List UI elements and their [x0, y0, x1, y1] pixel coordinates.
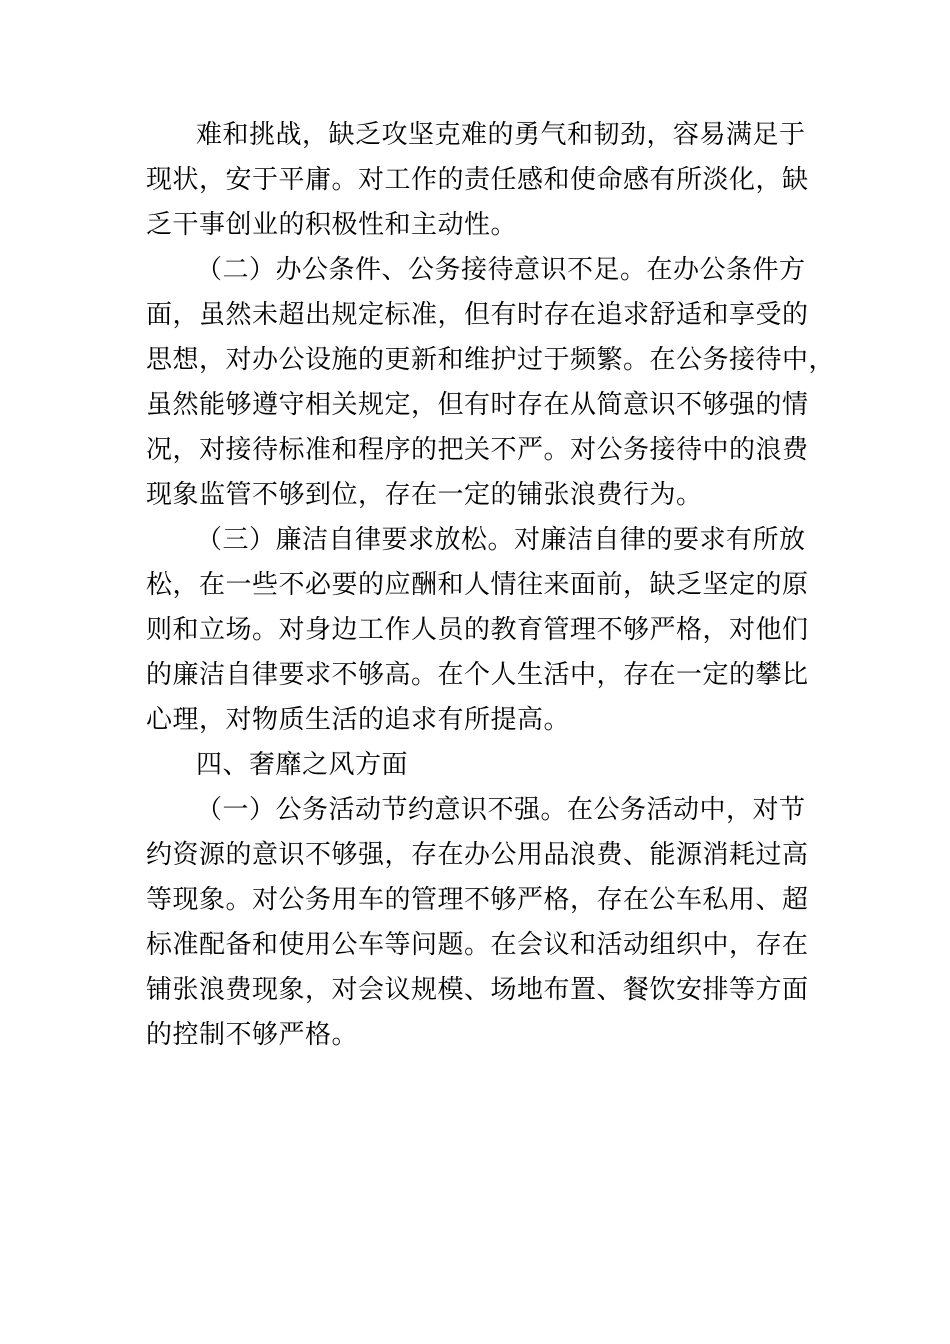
text-line: 虽然能够遵守相关规定，但有时存在从简意识不够强的情 [146, 390, 809, 420]
section-heading-2: （二）办公条件、公务接待意识不足。在办公条件方 [196, 255, 806, 285]
text-line: 心理，对物质生活的追求有所提高。 [146, 705, 571, 735]
text-line: 的控制不够严格。 [146, 1020, 359, 1050]
section-heading-1: （一）公务活动节约意识不强。在公务活动中，对节 [196, 795, 806, 825]
text-line: 况，对接待标准和程序的把关不严。对公务接待中的浪费 [146, 435, 809, 465]
text-line: 思想，对办公设施的更新和维护过于频繁。在公务接待中， [146, 345, 836, 375]
text-line: 松，在一些不必要的应酬和人情往来面前，缺乏坚定的原 [146, 570, 809, 600]
text-line: 面，虽然未超出规定标准，但有时存在追求舒适和享受的 [146, 300, 809, 330]
text-line: 等现象。对公务用车的管理不够严格，存在公车私用、超 [146, 885, 809, 915]
text-line: 的廉洁自律要求不够高。在个人生活中，存在一定的攀比 [146, 660, 809, 690]
chapter-heading-4: 四、奢靡之风方面 [196, 750, 409, 780]
text-line: 难和挑战，缺乏攻坚克难的勇气和韧劲，容易满足于 [196, 120, 806, 150]
text-line: 标准配备和使用公车等问题。在会议和活动组织中，存在 [146, 930, 809, 960]
text-line: 铺张浪费现象，对会议规模、场地布置、餐饮安排等方面 [146, 975, 809, 1005]
text-line: 约资源的意识不够强，存在办公用品浪费、能源消耗过高 [146, 840, 809, 870]
text-line: 现状，安于平庸。对工作的责任感和使命感有所淡化，缺 [146, 165, 809, 195]
text-line: 现象监管不够到位，存在一定的铺张浪费行为。 [146, 480, 703, 510]
section-heading-3: （三）廉洁自律要求放松。对廉洁自律的要求有所放 [196, 525, 806, 555]
text-line: 则和立场。对身边工作人员的教育管理不够严格，对他们 [146, 615, 809, 645]
text-line: 乏干事创业的积极性和主动性。 [146, 210, 518, 240]
